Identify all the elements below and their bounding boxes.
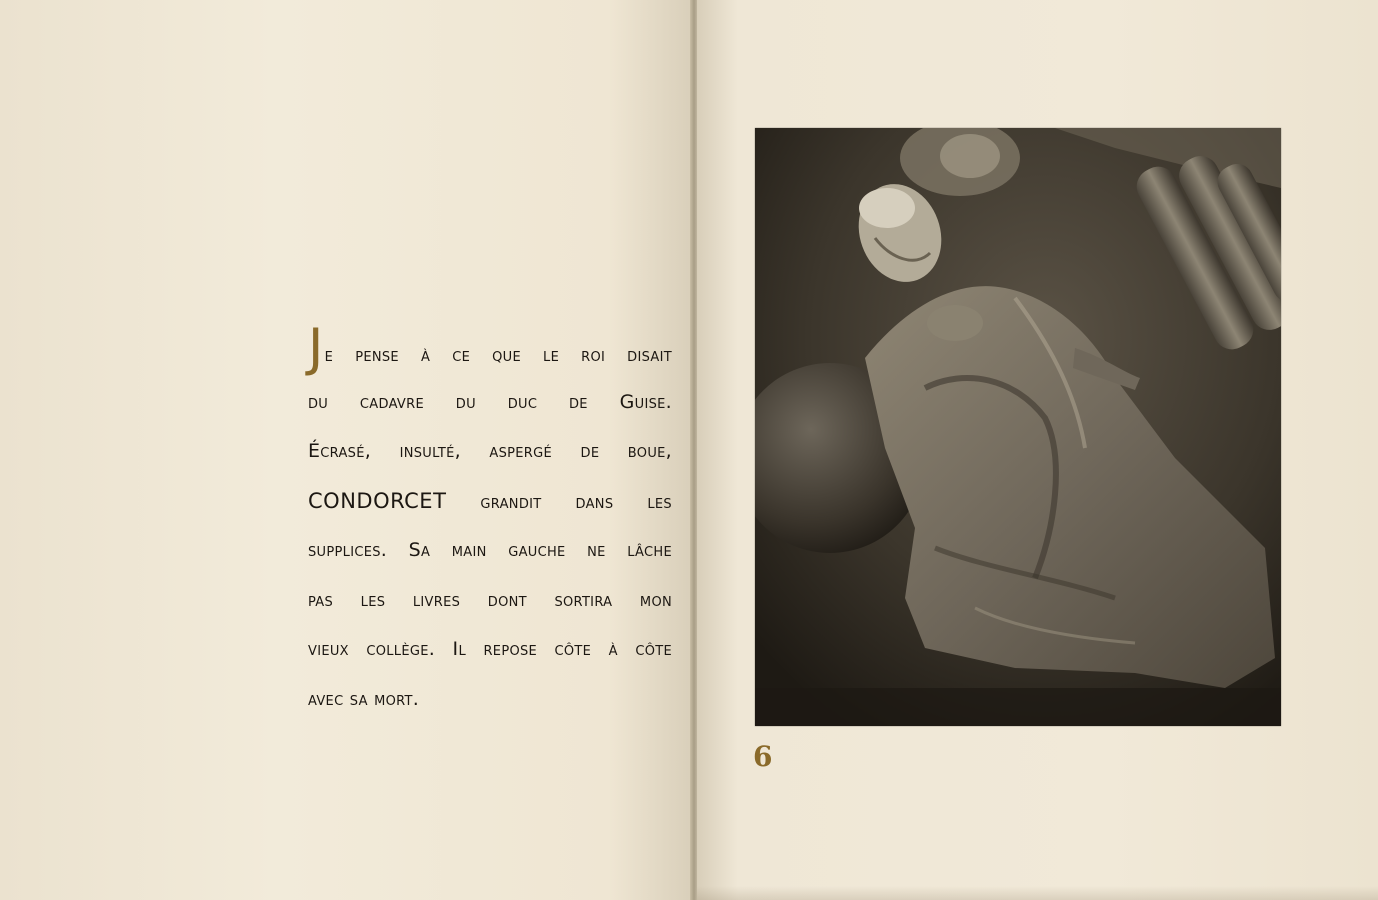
drop-cap: J bbox=[308, 318, 324, 378]
condorcet-name: CONDORCET bbox=[308, 488, 447, 513]
poem-text-block bbox=[308, 318, 672, 724]
text-line-1-rest: e pense à ce que le roi disait bbox=[324, 344, 672, 366]
text-line-5: supplices. Sa main gauche ne lâche bbox=[308, 539, 672, 561]
text-line-2: du cadavre du duc de Guise. bbox=[308, 390, 672, 413]
text-line-4 bbox=[308, 477, 672, 527]
text-line-6: pas les livres dont sortira mon bbox=[308, 588, 672, 611]
page-edge-shadow bbox=[697, 886, 1378, 900]
page-number: 6 bbox=[753, 740, 773, 773]
text-line-7: vieux collège. Il repose côte à côte bbox=[308, 638, 672, 660]
text-line-4-rest: grandit dans les bbox=[480, 490, 672, 513]
text-line-1 bbox=[308, 318, 672, 378]
text-line-3: Écrasé, insulté, aspergé de boue, bbox=[308, 440, 672, 462]
statue-photograph-illustration bbox=[755, 128, 1281, 726]
statue-photograph bbox=[755, 128, 1281, 726]
text-line-8: avec sa mort. bbox=[308, 687, 420, 710]
